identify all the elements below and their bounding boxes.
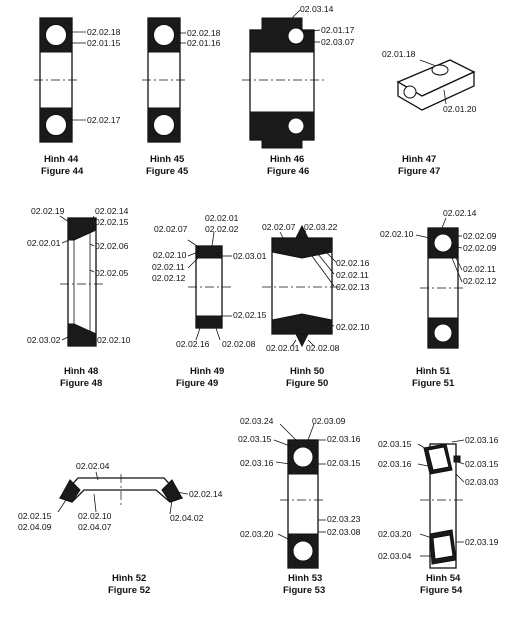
figure-44 — [34, 18, 121, 177]
part-label: 02.02.16 — [176, 339, 210, 349]
figure-caption-vi: Hình 49 — [190, 366, 225, 377]
part-label: 02.02.13 — [336, 282, 370, 292]
figure-51 — [380, 208, 497, 389]
part-label: 02.02.01 — [266, 343, 300, 353]
ball — [293, 541, 313, 561]
ball — [434, 324, 452, 342]
part-label: 02.03.08 — [327, 527, 361, 537]
part-label: 02.02.15 — [95, 217, 129, 227]
figure-caption-en: Figure 44 — [41, 166, 84, 177]
figure-caption-vi: Hình 47 — [402, 154, 437, 165]
part-label: 02.02.10 — [336, 322, 370, 332]
figure-caption-en: Figure 45 — [146, 166, 189, 177]
part-label: 02.03.16 — [465, 435, 499, 445]
figure-54 — [378, 435, 499, 596]
figure-caption-en: Figure 49 — [176, 378, 219, 389]
part-label: 02.01.15 — [87, 38, 121, 48]
part-label: 02.02.10 — [97, 335, 131, 345]
part-label: 02.02.08 — [222, 339, 256, 349]
part-label: 02.03.16 — [378, 459, 412, 469]
figure-caption-en: Figure 53 — [283, 585, 326, 596]
figure-caption-en: Figure 50 — [286, 378, 329, 389]
part-label: 02.02.17 — [87, 115, 121, 125]
insert-housing-bottom — [250, 112, 314, 148]
figure-49 — [152, 213, 267, 389]
part-label: 02.03.09 — [312, 416, 346, 426]
figure-caption-vi: Hình 51 — [416, 366, 451, 377]
figure-52 — [18, 461, 223, 596]
figure-caption-vi: Hình 48 — [64, 366, 99, 377]
part-label: 02.02.14 — [443, 208, 477, 218]
part-label: 02.04.09 — [18, 522, 52, 532]
figure-47 — [382, 49, 477, 177]
figure-46 — [242, 4, 355, 177]
part-label: 02.03.22 — [304, 222, 338, 232]
figure-caption-en: Figure 46 — [267, 166, 310, 177]
part-label: 02.02.12 — [152, 273, 186, 283]
figure-caption-vi: Hình 45 — [150, 154, 185, 165]
part-label: 02.03.16 — [327, 434, 361, 444]
part-label: 02.02.19 — [31, 206, 65, 216]
ball — [288, 118, 304, 134]
figure-48 — [27, 206, 131, 389]
part-label: 02.03.14 — [300, 4, 334, 14]
part-label: 02.02.12 — [463, 276, 497, 286]
part-label: 02.03.16 — [240, 458, 274, 468]
figure-caption-vi: Hình 54 — [426, 573, 461, 584]
part-label: 02.01.16 — [187, 38, 221, 48]
ball — [434, 234, 452, 252]
part-label: 02.04.07 — [78, 522, 112, 532]
part-label: 02.02.09 — [463, 243, 497, 253]
figure-caption-vi: Hình 53 — [288, 573, 323, 584]
part-label: 02.02.05 — [95, 268, 129, 278]
part-label: 02.02.14 — [189, 489, 223, 499]
part-label: 02.02.02 — [205, 224, 239, 234]
part-label: 02.03.01 — [233, 251, 267, 261]
part-label: 02.03.15 — [378, 439, 412, 449]
part-label: 02.02.15 — [233, 310, 267, 320]
figure-caption-en: Figure 47 — [398, 166, 441, 177]
ball — [154, 115, 175, 136]
part-label: 02.02.09 — [463, 231, 497, 241]
figure-53 — [238, 416, 361, 596]
part-label: 02.03.20 — [378, 529, 412, 539]
part-label: 02.02.10 — [78, 511, 112, 521]
part-label: 02.04.02 — [170, 513, 204, 523]
figure-caption-vi: Hình 46 — [270, 154, 305, 165]
part-label: 02.02.14 — [95, 206, 129, 216]
part-label: 02.03.04 — [378, 551, 412, 561]
figure-caption-en: Figure 52 — [108, 585, 151, 596]
figure-caption-en: Figure 48 — [60, 378, 103, 389]
part-label: 02.02.15 — [18, 511, 52, 521]
part-label: 02.01.18 — [382, 49, 416, 59]
part-label: 02.03.03 — [465, 477, 499, 487]
part-label: 02.02.06 — [95, 241, 129, 251]
part-label: 02.03.24 — [240, 416, 274, 426]
part-label: 02.03.23 — [327, 514, 361, 524]
figure-caption-vi: Hình 52 — [112, 573, 147, 584]
figure-caption-vi: Hình 44 — [44, 154, 79, 165]
part-label: 02.02.04 — [76, 461, 110, 471]
part-label: 02.02.11 — [152, 262, 185, 272]
ball — [293, 447, 313, 467]
part-label: 02.02.01 — [27, 238, 61, 248]
part-label: 02.02.01 — [205, 213, 239, 223]
part-label: 02.02.11 — [336, 270, 369, 280]
part-label: 02.02.18 — [87, 27, 121, 37]
part-label: 02.02.10 — [380, 229, 414, 239]
part-label: 02.03.19 — [465, 537, 499, 547]
part-label: 02.03.15 — [465, 459, 499, 469]
part-label: 02.03.15 — [327, 458, 361, 468]
ball — [154, 25, 175, 46]
part-label: 02.02.16 — [336, 258, 370, 268]
ball — [46, 25, 67, 46]
part-label: 02.02.07 — [262, 222, 296, 232]
part-label: 02.02.10 — [153, 250, 187, 260]
figure-caption-en: Figure 54 — [420, 585, 463, 596]
part-label: 02.01.20 — [443, 104, 477, 114]
figure-caption-en: Figure 51 — [412, 378, 455, 389]
part-label: 02.02.18 — [187, 28, 221, 38]
figure-45 — [142, 18, 221, 177]
part-label: 02.03.20 — [240, 529, 274, 539]
part-label: 02.02.11 — [463, 264, 496, 274]
part-label: 02.01.17 — [321, 25, 355, 35]
part-label: 02.02.07 — [154, 224, 188, 234]
part-label: 02.03.15 — [238, 434, 272, 444]
part-label: 02.03.02 — [27, 335, 61, 345]
ball — [46, 115, 67, 136]
ball — [288, 28, 304, 44]
part-label: 02.02.08 — [306, 343, 340, 353]
figure-caption-vi: Hình 50 — [290, 366, 325, 377]
figure-50 — [262, 222, 370, 389]
part-label: 02.03.07 — [321, 37, 355, 47]
